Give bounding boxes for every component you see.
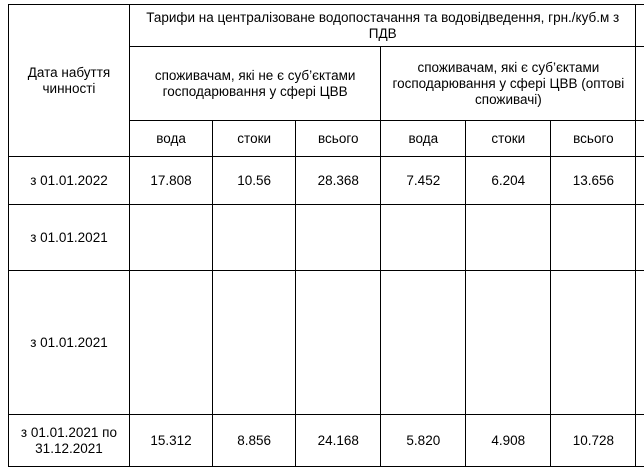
value-cell: 24.168 xyxy=(296,415,381,467)
subheader-sewage: стоки xyxy=(213,121,296,157)
value-cell: 17.808 xyxy=(129,157,212,205)
edge-cell xyxy=(636,271,644,415)
value-cell: 28.368 xyxy=(296,157,381,205)
edge-cell xyxy=(636,205,644,271)
value-cell xyxy=(296,271,381,415)
value-cell: 5.820 xyxy=(381,415,466,467)
group-header-nonsubjects: споживачам, які не є суб’єктами господарювання у сфері ЦВВ xyxy=(129,47,380,121)
subheader-sewage: стоки xyxy=(466,121,551,157)
edge-cell xyxy=(636,5,644,47)
edge-cell xyxy=(636,121,644,157)
edge-cell xyxy=(636,47,644,121)
row-date: з 01.01.2021 xyxy=(9,271,130,415)
value-cell xyxy=(466,271,551,415)
table-row xyxy=(9,271,644,415)
value-cell xyxy=(551,205,636,271)
value-cell xyxy=(129,205,212,271)
value-cell xyxy=(129,271,212,415)
value-cell: 6.204 xyxy=(466,157,551,205)
value-cell: 8.856 xyxy=(213,415,296,467)
row-date: з 01.01.2022 xyxy=(9,157,130,205)
subheader-water: вода xyxy=(129,121,212,157)
value-cell xyxy=(381,205,466,271)
value-cell xyxy=(381,271,466,415)
main-header: Тарифи на централізоване водопостачання та водовідведення, грн./куб.м з ПДВ xyxy=(129,5,636,47)
subheader-water: вода xyxy=(381,121,466,157)
value-cell xyxy=(213,271,296,415)
group-header-subjects: споживачам, які є суб’єктами господарювання у сфері ЦВВ (оптові споживачі) xyxy=(381,47,636,121)
table-row xyxy=(9,205,644,271)
value-cell xyxy=(213,205,296,271)
edge-cell xyxy=(636,157,644,205)
value-cell xyxy=(551,271,636,415)
value-cell: 15.312 xyxy=(129,415,212,467)
edge-cell xyxy=(636,415,644,467)
row-date: з 01.01.2021 xyxy=(9,205,130,271)
table-row xyxy=(9,157,644,205)
value-cell xyxy=(466,205,551,271)
row-date: з 01.01.2021 по 31.12.2021 xyxy=(9,415,130,467)
value-cell: 4.908 xyxy=(466,415,551,467)
date-header: Дата набуття чинності xyxy=(9,5,130,157)
value-cell: 7.452 xyxy=(381,157,466,205)
subheader-total: всього xyxy=(551,121,636,157)
tariffs-table xyxy=(8,4,644,467)
subheader-total: всього xyxy=(296,121,381,157)
value-cell: 10.728 xyxy=(551,415,636,467)
value-cell: 13.656 xyxy=(551,157,636,205)
value-cell: 10.56 xyxy=(213,157,296,205)
value-cell xyxy=(296,205,381,271)
table-row xyxy=(9,415,644,467)
